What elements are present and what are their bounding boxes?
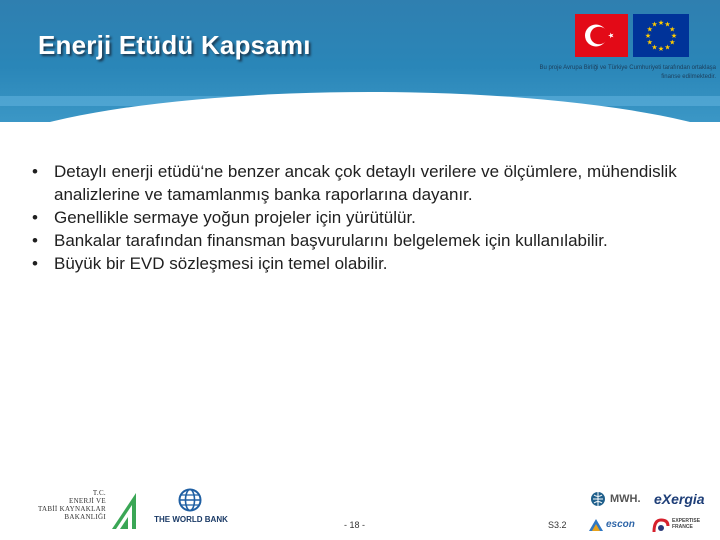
- eu-star-icon: ★: [646, 39, 653, 47]
- bullet-marker: •: [32, 254, 38, 273]
- ministry-logo: [34, 489, 142, 533]
- ministry-line: BAKANLIĞI: [64, 513, 106, 521]
- eu-funding-note: Bu proje Avrupa Birliği ve Türkiye Cumhuriyeti tarafından ortaklaşa finanse edilmektedir.: [539, 65, 716, 80]
- ministry-line: T.C.: [92, 489, 106, 497]
- page-number: - 18 -: [344, 520, 366, 530]
- bullet-text: Büyük bir EVD sözleşmesi için temel olabilir.: [54, 254, 388, 273]
- eu-star-icon: ★: [644, 33, 652, 40]
- escon-mark-icon: [588, 518, 604, 532]
- ministry-emblem-icon: [110, 491, 138, 531]
- expertise-france-label: EXPERTISE FRANCE: [672, 518, 701, 530]
- bullet-item: [32, 229, 692, 252]
- exergia-label: eXergia: [654, 491, 705, 507]
- exergia-logo: [654, 490, 714, 510]
- eu-star-icon: ★: [669, 26, 676, 34]
- eu-star-icon: ★: [651, 21, 658, 29]
- eu-star-icon: ★: [670, 33, 678, 40]
- ministry-line: ENERJİ VE: [69, 497, 106, 505]
- bullet-text: Genellikle sermaye yoğun projeler için yürütülür.: [54, 208, 416, 227]
- expertise-france-logo: [652, 516, 718, 536]
- slide-title: Enerji Etüdü Kapsamı: [38, 30, 311, 60]
- eu-star-icon: ★: [657, 46, 665, 53]
- mwh-label: MWH.: [610, 493, 641, 505]
- eu-star-icon: ★: [646, 26, 653, 34]
- expertise-france-mark-icon: [652, 518, 670, 534]
- world-bank-logo: [148, 488, 234, 534]
- eu-star-icon: ★: [664, 21, 671, 29]
- turkey-flag-icon: [575, 14, 628, 57]
- eu-star-icon: ★: [664, 44, 671, 52]
- escon-label: escon: [606, 519, 635, 530]
- globe-icon: [178, 488, 202, 512]
- mwh-logo: [590, 490, 652, 510]
- escon-logo: [588, 516, 648, 534]
- eu-star-icon: ★: [669, 39, 676, 47]
- bullet-marker: •: [32, 231, 38, 250]
- bullet-text: Detaylı enerji etüdü‘ne benzer ancak çok detaylı verilere ve ölçümlere, mühendislik analizlerine ve tamamlanmış banka raporlarına dayanır.: [54, 162, 677, 204]
- bullet-item: [32, 252, 692, 275]
- bullet-list: [32, 160, 692, 275]
- world-bank-label: THE WORLD BANK: [154, 515, 228, 524]
- bullet-item: [32, 206, 692, 229]
- bullet-marker: •: [32, 208, 38, 227]
- eu-star-icon: ★: [657, 20, 665, 27]
- bullet-text: Bankalar tarafından finansman başvurularını belgelemek için kullanılabilir.: [54, 231, 608, 250]
- eu-flag-icon: [633, 14, 689, 57]
- bullet-marker: •: [32, 162, 38, 181]
- bullet-item: [32, 160, 692, 206]
- eu-star-icon: ★: [651, 44, 658, 52]
- ministry-line: TABİİ KAYNAKLAR: [37, 505, 106, 513]
- slide-code: S3.2: [548, 520, 567, 530]
- mwh-globe-icon: [590, 491, 606, 507]
